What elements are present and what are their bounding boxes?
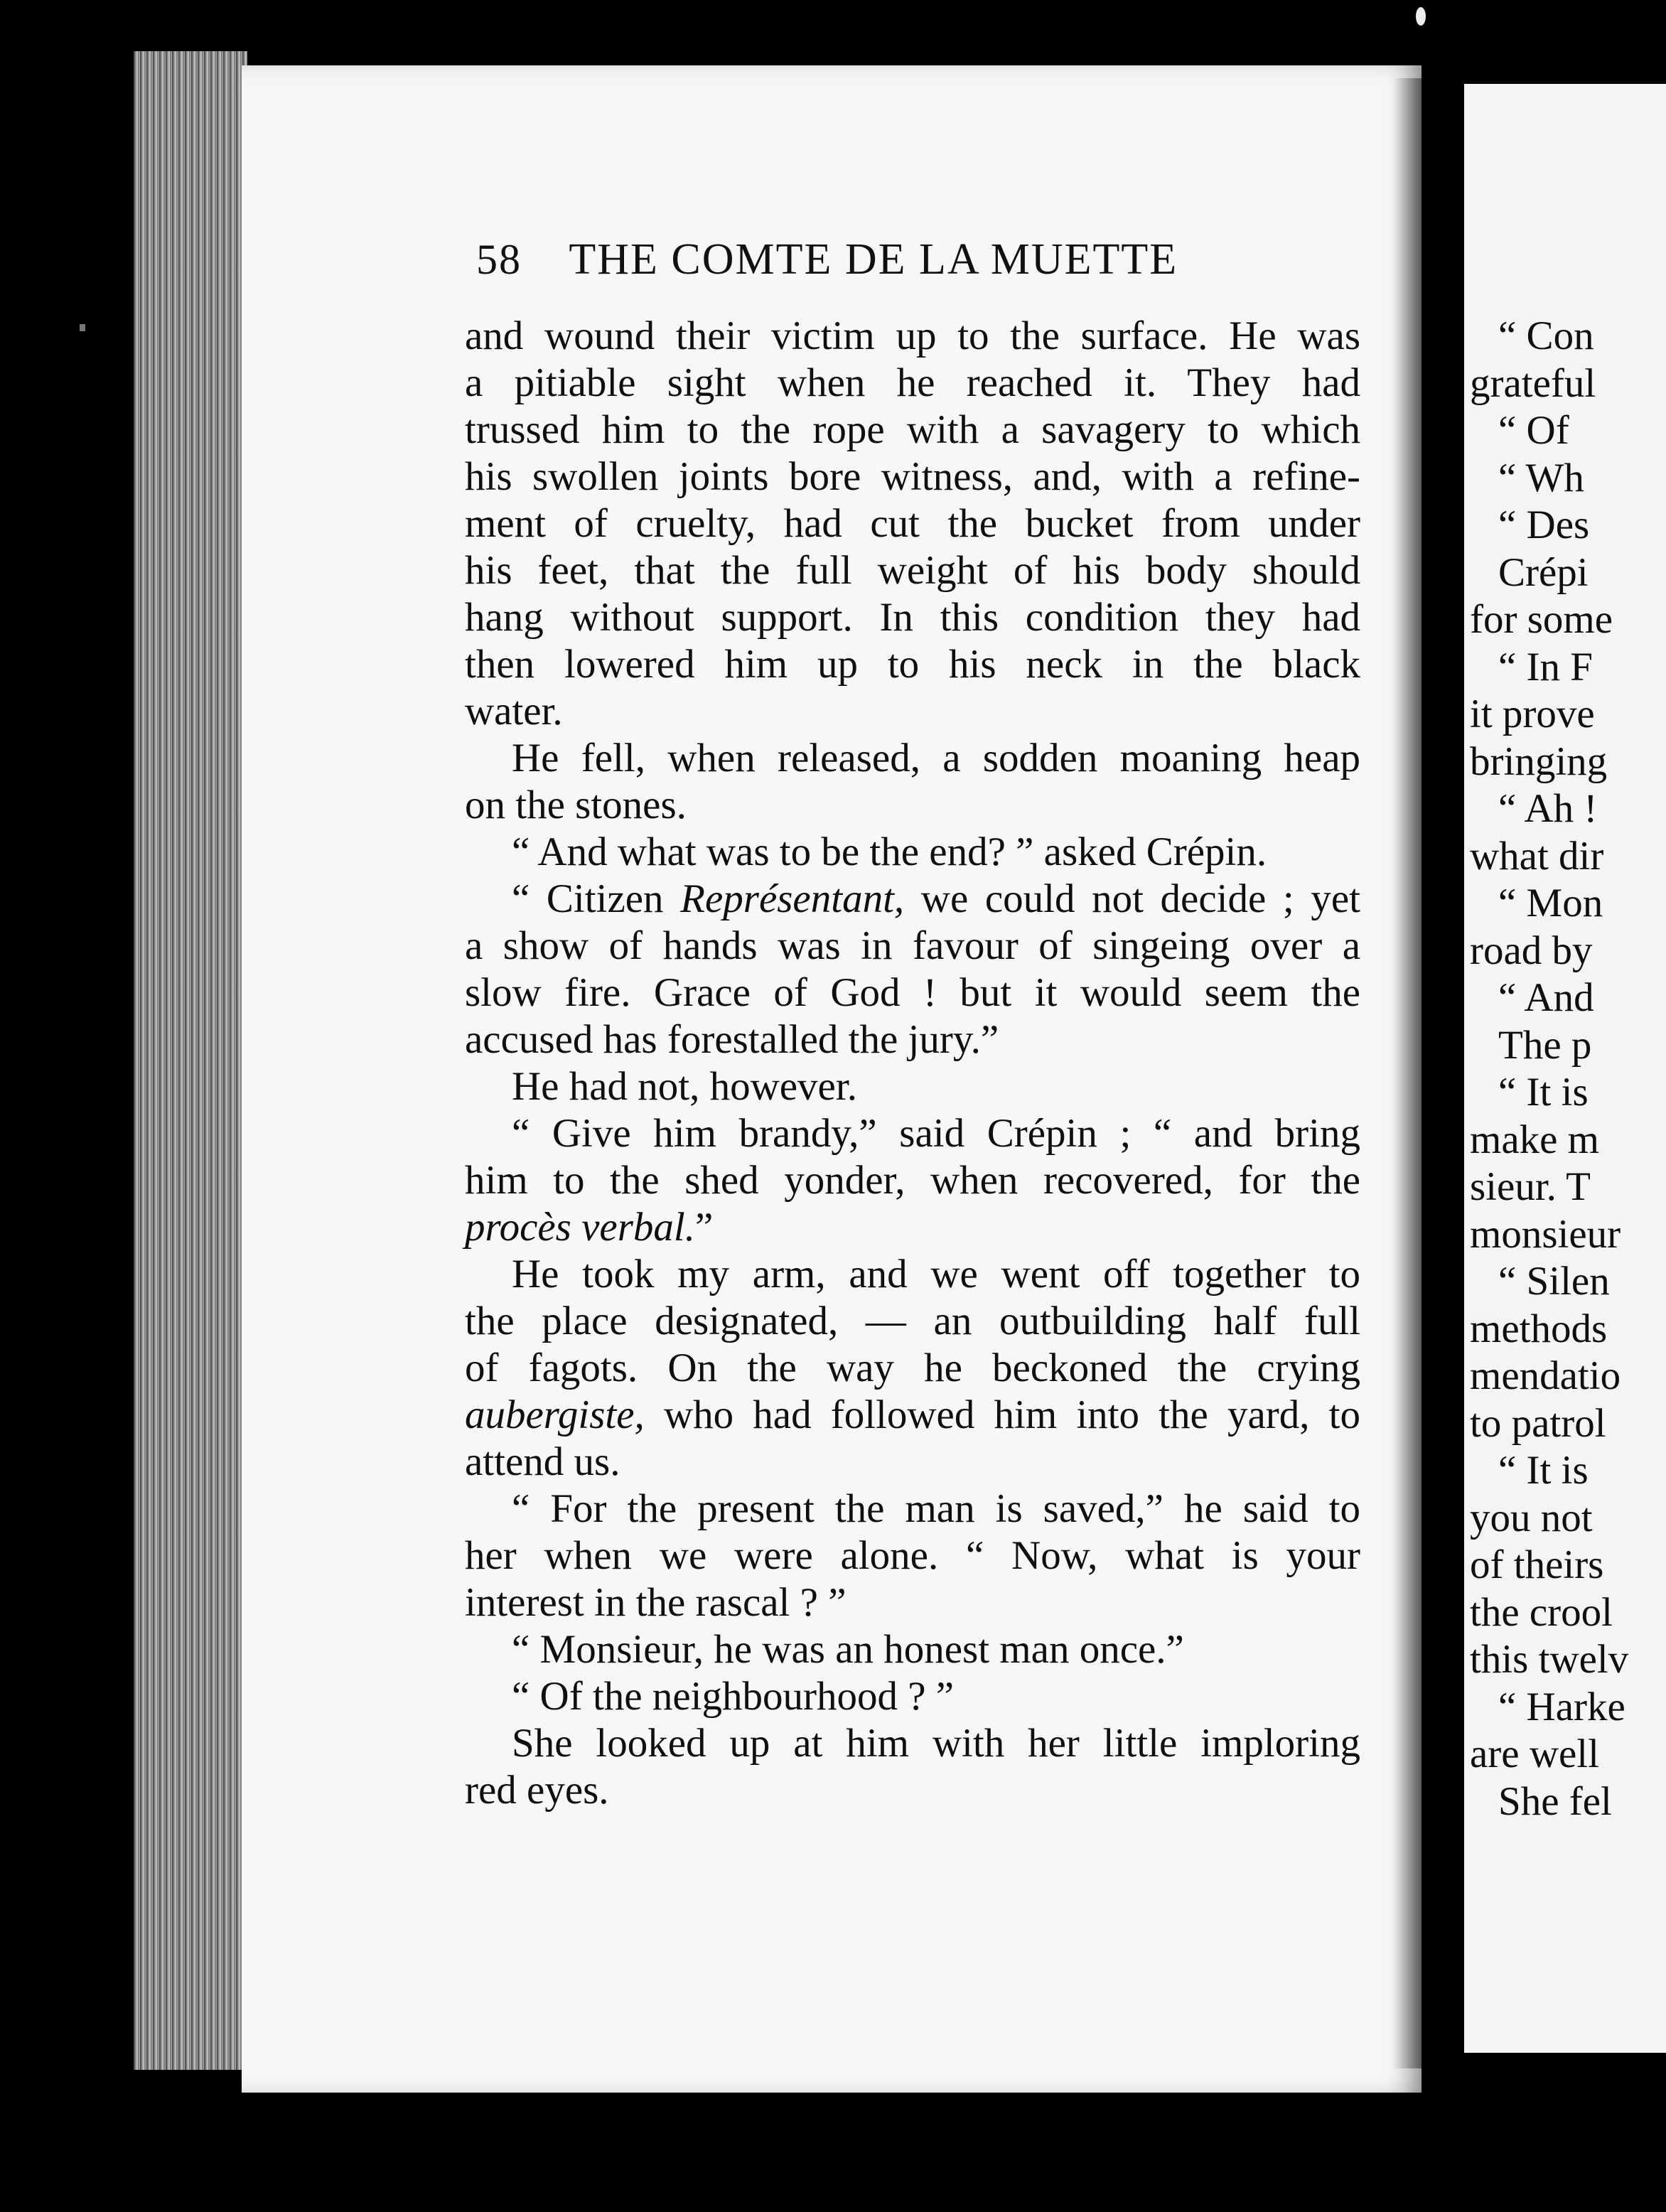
right-page-body (1470, 313, 1666, 1825)
text-line: “ Give him brandy,” said Crépin ; “ and bring (512, 1111, 1360, 1156)
text-line: the crool (1470, 1589, 1613, 1635)
text-line: He fell, when released, a sodden moaning heap (512, 736, 1360, 780)
text-line: are well (1470, 1732, 1599, 1776)
text-line: “ It is (1498, 1448, 1589, 1493)
text-line: sieur. T (1470, 1164, 1591, 1209)
text-line: Crépi (1498, 549, 1589, 595)
text-line: “ Des (1498, 503, 1590, 547)
text-line: road by (1470, 928, 1593, 973)
text-line: mendatio (1470, 1353, 1621, 1398)
text-line: slow fire. Grace of God ! but it would seem the (465, 970, 1360, 1015)
text-line: his swollen joints bore witness, and, with a refine- (465, 454, 1360, 499)
text-line: “ For the present the man is saved,” he said to (512, 1486, 1360, 1531)
text-line: water. (465, 689, 563, 734)
text-line: him to the shed yonder, when recovered, for the (465, 1158, 1360, 1203)
text-line: methods (1470, 1306, 1608, 1351)
running-header (476, 235, 1358, 299)
text-line: accused has forestalled the jury.” (465, 1017, 999, 1062)
text-line: “ Ah ! (1498, 786, 1598, 831)
text-line: his feet, that the full weight of his body should (465, 548, 1360, 593)
text-line: “ In F (1498, 644, 1593, 689)
gutter-shadow (1393, 78, 1450, 2068)
text-line: “ Harke (1498, 1684, 1625, 1729)
text-line: He took my arm, and we went off together to (512, 1252, 1360, 1296)
text-line: trussed him to the rope with a savagery to which (465, 407, 1360, 452)
text-line: She looked up at him with her little imploring (512, 1721, 1360, 1766)
text-line: bringing (1470, 739, 1608, 784)
text-line: of fagots. On the way he beckoned the crying (465, 1346, 1360, 1390)
text-line: “ It is (1498, 1070, 1589, 1115)
text-line: to patrol (1470, 1400, 1606, 1446)
text-line: interest in the rascal ? ” (465, 1580, 847, 1625)
text-line: “ Con (1498, 313, 1594, 358)
text-line: monsieur (1470, 1211, 1621, 1257)
text-line: “ Wh (1498, 455, 1584, 500)
text-line: “ Silen (1498, 1259, 1610, 1304)
scan-speck (80, 324, 85, 331)
text-line: of theirs (1470, 1542, 1604, 1587)
text-line: procès verbal.” (465, 1205, 714, 1250)
text-line: for some (1470, 597, 1613, 642)
left-page-body (465, 313, 1360, 1814)
text-line: aubergiste, who had followed him into the yard, to (465, 1392, 1360, 1437)
text-line: a show of hands was in favour of singeing over a (465, 923, 1360, 968)
text-line: attend us. (465, 1439, 620, 1484)
text-line: grateful (1470, 360, 1596, 406)
text-line: ment of cruelty, had cut the bucket from under (465, 501, 1360, 546)
scan-speck (1416, 7, 1426, 26)
text-line: make m (1470, 1117, 1600, 1162)
text-line: She fel (1498, 1778, 1612, 1824)
text-line: “ And (1498, 975, 1594, 1020)
text-line: “ Mon (1498, 881, 1603, 925)
text-line: He had not, however. (512, 1064, 857, 1109)
text-line: a pitiable sight when he reached it. They had (465, 360, 1360, 405)
text-line: it prove (1470, 692, 1595, 736)
text-line: “ Monsieur, he was an honest man once.” (512, 1627, 1184, 1672)
running-title: THE COMTE DE LA MUETTE (569, 235, 1178, 284)
text-line: “ And what was to be the end? ” asked Crépin. (512, 830, 1267, 874)
text-line: the place designated, — an outbuilding half full (465, 1299, 1360, 1343)
text-line: you not (1470, 1495, 1593, 1540)
text-line: red eyes. (465, 1768, 609, 1813)
text-line: “ Of (1498, 408, 1569, 453)
text-line: The p (1498, 1022, 1592, 1068)
page-edges (134, 51, 247, 2070)
text-line: this twelv (1470, 1637, 1629, 1682)
text-line: what dir (1470, 833, 1604, 879)
text-line: and wound their victim up to the surface. He was (465, 313, 1360, 358)
page-number: 58 (476, 236, 522, 283)
text-line: hang without support. In this condition they had (465, 595, 1360, 640)
text-line: “ Of the neighbourhood ? ” (512, 1674, 955, 1719)
text-line: her when we were alone. “ Now, what is your (465, 1533, 1360, 1578)
text-line: “ Citizen Représentant, we could not decide ; yet (512, 876, 1360, 921)
text-line: on the stones. (465, 783, 687, 827)
text-line: then lowered him up to his neck in the black (465, 642, 1360, 687)
